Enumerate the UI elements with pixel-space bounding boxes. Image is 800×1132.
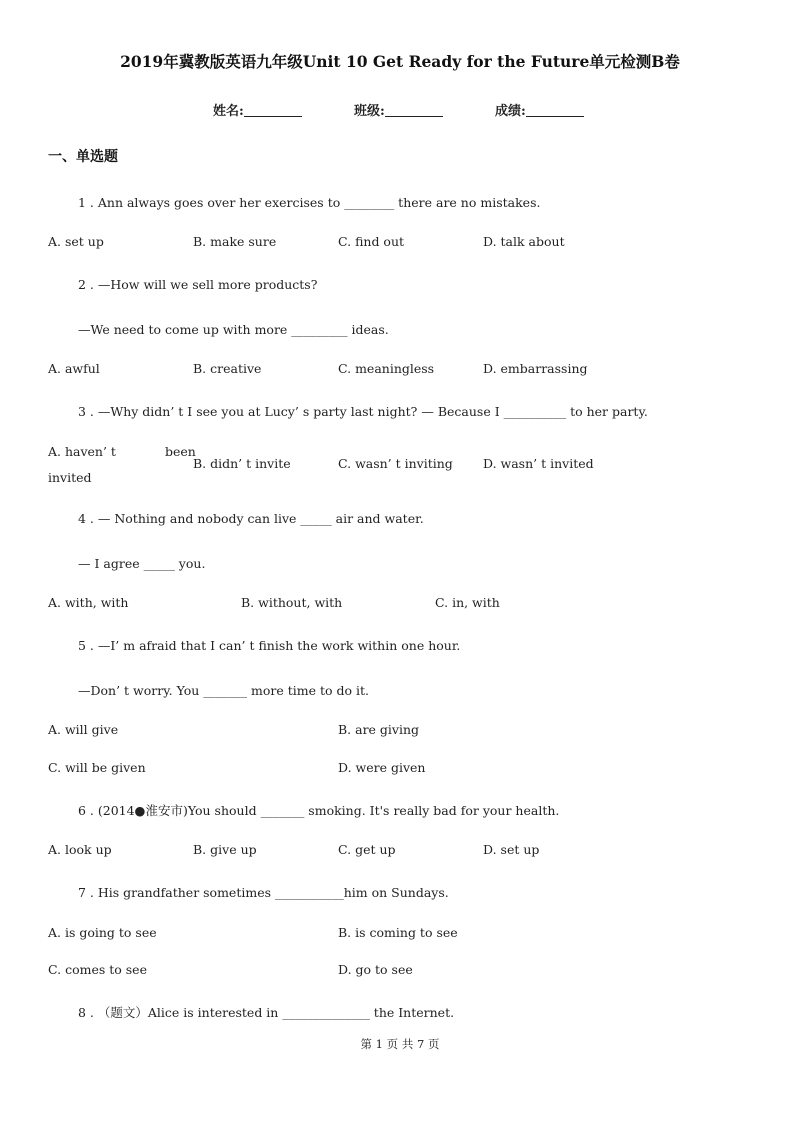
q2-option-c: C. meaningless xyxy=(338,361,435,376)
question-5-stem: 5 . —I’ m afraid that I can’ t finish the work within one hour. xyxy=(78,638,461,653)
q2-option-d: D. embarrassing xyxy=(483,361,588,376)
question-6-stem: 6 . (2014●淮安市)You should _______ smoking. It's really bad for your health. xyxy=(78,803,560,818)
page-footer: 第 1 页 共 7 页 xyxy=(360,1037,440,1051)
name-blank xyxy=(244,104,302,117)
q3-option-a-been: been xyxy=(165,444,196,459)
class-blank xyxy=(385,104,443,117)
q5-option-b: B. are giving xyxy=(338,722,420,737)
q4-option-c: C. in, with xyxy=(435,595,500,610)
question-4-stem-line2: — I agree _____ you. xyxy=(78,556,206,571)
score-blank xyxy=(526,104,584,117)
name-label: 姓名: xyxy=(213,104,244,119)
q3-option-a-line1: A. haven’ t xyxy=(48,444,116,459)
q3-option-c: C. wasn’ t inviting xyxy=(338,456,453,471)
question-7-stem: 7 . His grandfather sometimes ___________him on Sundays. xyxy=(78,885,449,900)
q2-option-a: A. awful xyxy=(48,361,100,376)
q2-option-b: B. creative xyxy=(193,361,262,376)
name-field xyxy=(213,100,302,119)
question-4-stem: 4 . — Nothing and nobody can live _____ air and water. xyxy=(78,511,424,526)
q1-option-c: C. find out xyxy=(338,234,405,249)
class-label: 班级: xyxy=(354,104,385,119)
q1-option-b: B. make sure xyxy=(193,234,277,249)
q5-option-a: A. will give xyxy=(48,722,119,737)
q7-option-c: C. comes to see xyxy=(48,962,147,977)
q5-option-d: D. were given xyxy=(338,760,426,775)
class-field xyxy=(354,100,443,119)
q7-option-d: D. go to see xyxy=(338,962,413,977)
q7-option-b: B. is coming to see xyxy=(338,925,458,940)
q6-option-d: D. set up xyxy=(483,842,540,857)
q1-option-a: A. set up xyxy=(48,234,104,249)
score-label: 成绩: xyxy=(495,104,526,119)
q3-option-d: D. wasn’ t invited xyxy=(483,456,594,471)
q4-option-a: A. with, with xyxy=(48,595,129,610)
exam-title: 2019年冀教版英语九年级Unit 10 Get Ready for the Future单元检测B卷 xyxy=(120,52,680,71)
q5-option-c: C. will be given xyxy=(48,760,146,775)
q1-option-d: D. talk about xyxy=(483,234,565,249)
question-3-stem: 3 . —Why didn’ t I see you at Lucy’ s party last night? — Because I __________ to her party. xyxy=(78,404,648,419)
question-5-stem-line2: —Don’ t worry. You _______ more time to do it. xyxy=(78,683,369,698)
q7-option-a: A. is going to see xyxy=(48,925,157,940)
question-1-stem: 1 . Ann always goes over her exercises to ________ there are no mistakes. xyxy=(78,195,541,210)
section-title: 一、单选题 xyxy=(48,149,118,165)
q3-option-a-line2: invited xyxy=(48,470,92,485)
question-2-stem: 2 . —How will we sell more products? xyxy=(78,277,318,292)
q3-option-b: B. didn’ t invite xyxy=(193,456,291,471)
question-8-stem: 8 . （题文）Alice is interested in ______________ the Internet. xyxy=(78,1005,455,1020)
q6-option-a: A. look up xyxy=(48,842,112,857)
q6-option-b: B. give up xyxy=(193,842,257,857)
q4-option-b: B. without, with xyxy=(241,595,343,610)
score-field xyxy=(495,100,584,119)
question-2-stem-line2: —We need to come up with more _________ ideas. xyxy=(78,322,389,337)
q6-option-c: C. get up xyxy=(338,842,396,857)
